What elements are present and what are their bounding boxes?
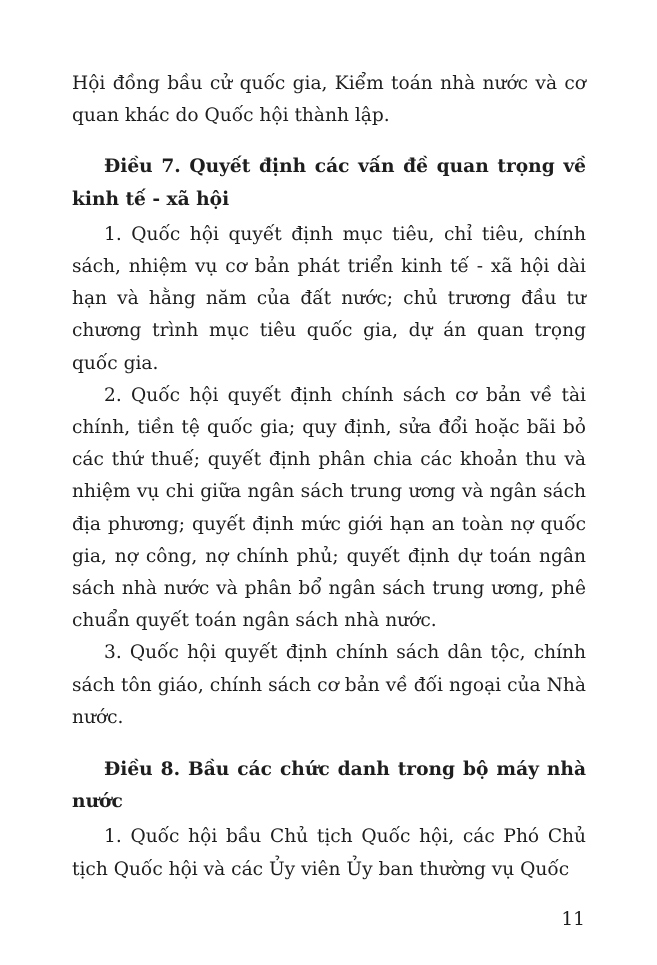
continuation-paragraph: Hội đồng bầu cử quốc gia, Kiểm toán nhà nước và cơ quan khác do Quốc hội thành lập. xyxy=(72,73,586,127)
article-7-clause-1: 1. Quốc hội quyết định mục tiêu, chỉ tiêu, chính sách, nhiệm vụ cơ bản phát triển kinh tế - xã hội dài hạn và hằng năm của đất nước; chủ trương đầu tư chương trình mục tiêu quốc gia, dự án quan trọng quốc gia. xyxy=(72,223,586,374)
article-7-clause-3: 3. Quốc hội quyết định chính sách dân tộc, chính sách tôn giáo, chính sách cơ bản về đối ngoại của Nhà nước. xyxy=(72,642,586,728)
article-8-clause-1: 1. Quốc hội bầu Chủ tịch Quốc hội, các Phó Chủ tịch Quốc hội và các Ủy viên Ủy ban thường vụ Quốc xyxy=(72,826,586,880)
article-7-heading: Điều 7. Quyết định các vấn đề quan trọng về kinh tế - xã hội xyxy=(72,156,586,210)
article-8-heading: Điều 8. Bầu các chức danh trong bộ máy nhà nước xyxy=(72,759,586,813)
page-body xyxy=(72,68,586,886)
article-7-clause-2: 2. Quốc hội quyết định chính sách cơ bản về tài chính, tiền tệ quốc gia; quy định, sửa đổi hoặc bãi bỏ các thứ thuế; quyết định phân chia các khoản thu và nhiệm vụ chi giữa ngân sách trung ương và ngân sách địa phương; quyết định mức giới hạn an toàn nợ quốc gia, nợ công, nợ chính phủ; quyết định dự toán ngân sách nhà nước và phân bổ ngân sách trung ương, phê chuẩn quyết toán ngân sách nhà nước. xyxy=(72,384,586,632)
page-number: 11 xyxy=(561,909,585,930)
